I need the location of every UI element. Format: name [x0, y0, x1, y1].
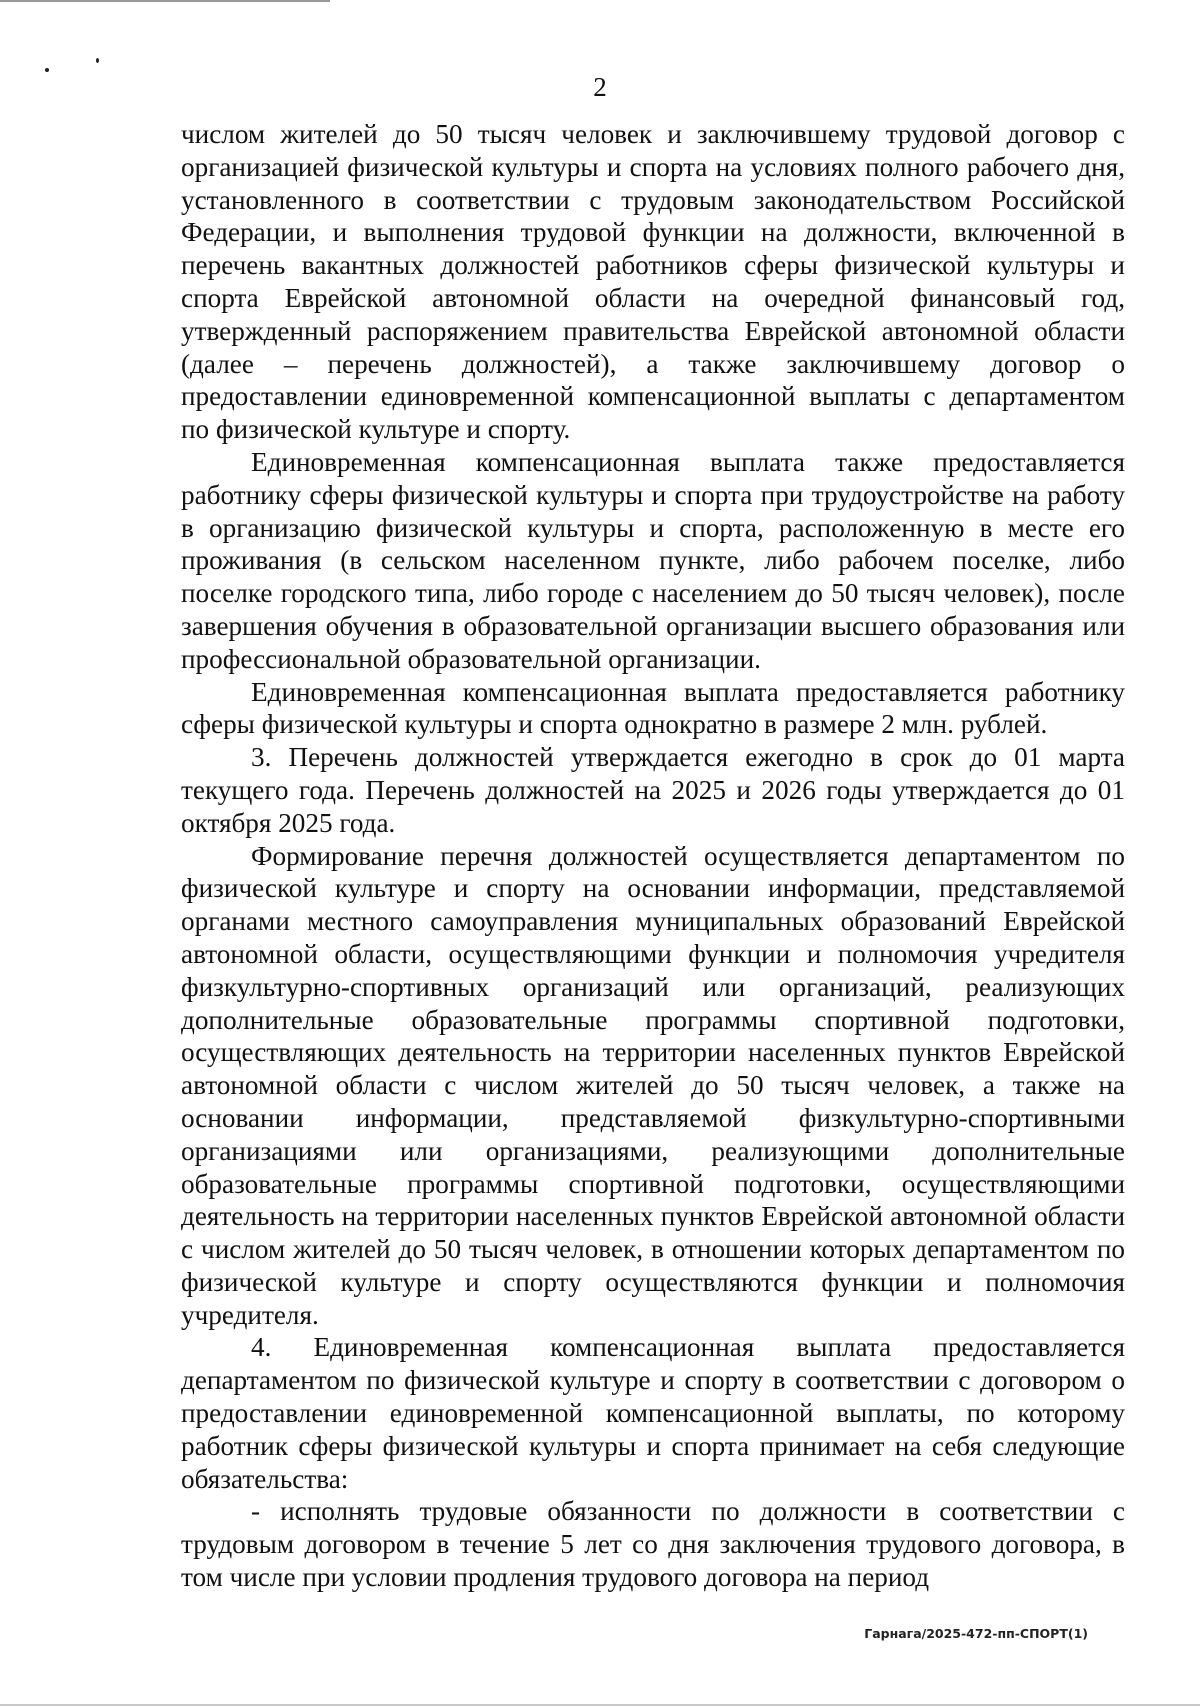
- scan-edge-top: [0, 0, 330, 2]
- paragraph-item-3: 3. Перечень должностей утверждается ежегодно в срок до 01 марта текущего года. Перечень должностей на 2025 и 2026 годы утверждается до 01 октября 2025 года.: [181, 742, 1125, 838]
- page-number: 2: [593, 72, 607, 102]
- scan-speck: [96, 58, 99, 63]
- paragraph: Единовременная компенсационная выплата также предоставляется работнику сферы физической культуры и спорта при трудоустройстве на работу в организацию физической культуры и спорта, расположенную в месте его проживания (в сельском населенном пункте, либо рабочем поселке, либо поселке городского типа, либо городе с населением до 50 тысяч человек), после завершения обучения в образовательной организации высшего образования или профессиональной образовательной организации.: [181, 446, 1125, 674]
- paragraph-continuation: числом жителей до 50 тысяч человек и заключившему трудовой договор с организацией физической культуры и спорта на условиях полного рабочего дня, установленного в соответствии с трудовым законодательством Российской Федерации, и выполнения трудовой функции на должности, включенной в перечень вакантных должностей работников сферы физической культуры и спорта Еврейской автономной области на очередной финансовый год, утвержденный распоряжением правительства Еврейской автономной области (далее – перечень должностей), а также заключившему договор о предоставлении единовременной компенсационной выплаты с департаментом по физической культуре и спорту.: [181, 119, 1125, 445]
- paragraph-item-4: 4. Единовременная компенсационная выплата предоставляется департаментом по физической культуре и спорту в соответствии с договором о предоставлении единовременной компенсационной выплаты, по которому работник сферы физической культуры и спорта принимает на себя следующие обязательства:: [181, 1332, 1125, 1494]
- document-code: Гарнага/2025-472-пп-СПОРТ(1): [864, 1626, 1088, 1641]
- document-body: [181, 118, 1125, 1594]
- paragraph: Формирование перечня должностей осуществляется департаментом по физической культуре и спорту на основании информации, представляемой органами местного самоуправления муниципальных образований Еврейской автономной области, осуществляющими функции и полномочия учредителя физкультурно-спортивных организаций или организаций, реализующих дополнительные образовательные программы спортивной подготовки, осуществляющих деятельность на территории населенных пунктов Еврейской автономной области с числом жителей до 50 тысяч человек, а также на основании информации, представляемой физкультурно-спортивными организациями или организациями, реализующими дополнительные образовательные программы спортивной подготовки, осуществляющими деятельность на территории населенных пунктов Еврейской автономной области с числом жителей до 50 тысяч человек, в отношении которых департаментом по физической культуре и спорту осуществляются функции и полномочия учредителя.: [181, 840, 1125, 1330]
- list-item: - исполнять трудовые обязанности по должности в соответствии с трудовым договором в течение 5 лет со дня заключения трудового договора, в том числе при условии продления трудового договора на период: [181, 1496, 1125, 1593]
- scan-edge-bottom: [0, 1704, 1200, 1706]
- paragraph: Единовременная компенсационная выплата предоставляется работнику сферы физической культуры и спорта однократно в размере 2 млн. рублей.: [181, 676, 1125, 740]
